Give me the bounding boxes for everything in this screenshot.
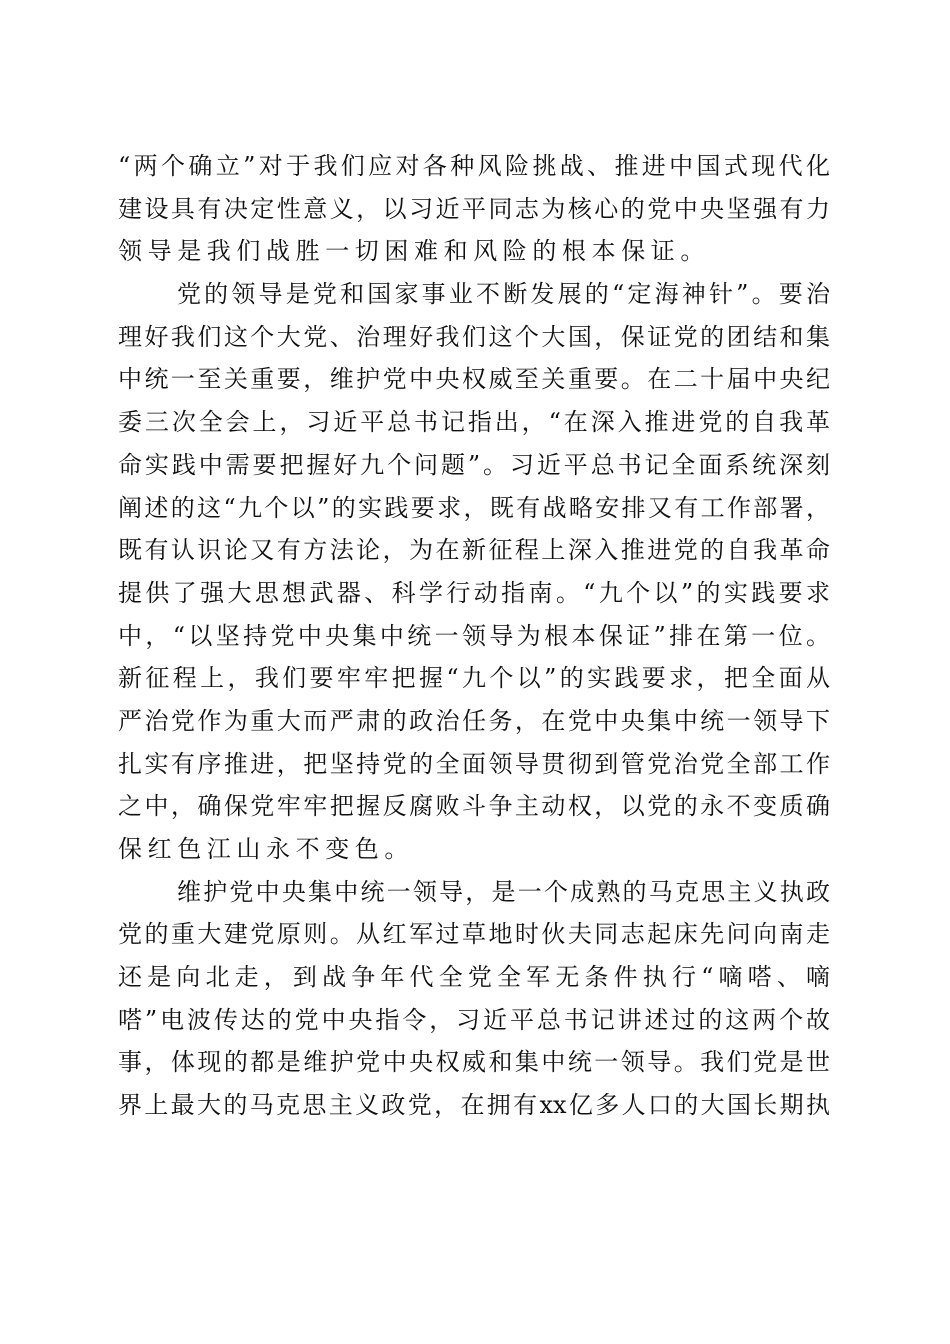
paragraph — [118, 871, 830, 1127]
text-line: 维护党中央集中统一领导，是一个成熟的马克思主义执政 — [177, 877, 830, 906]
text-line: 界上最大的马克思主义政党，在拥有xx亿多人口的大国长期执 — [118, 1091, 830, 1120]
text-line: 严治党作为重大而严肃的政治任务，在党中央集中统一领导下 — [118, 706, 830, 735]
text-line: 嗒”电波传达的党中央指令，习近平总书记讲述过的这两个故 — [118, 1005, 830, 1034]
text-line: 建设具有决定性意义，以习近平同志为核心的党中央坚强有力 — [118, 194, 830, 223]
text-line: 中，“以坚持党中央集中统一领导为根本保证”排在第一位。 — [118, 621, 830, 650]
text-line: 提供了强大思想武器、科学行动指南。“九个以”的实践要求 — [118, 578, 830, 607]
text-line: 之中，确保党牢牢把握反腐败斗争主动权，以党的永不变质确 — [118, 792, 830, 821]
text-line: 命实践中需要把握好九个问题”。习近平总书记全面系统深刻 — [118, 450, 830, 479]
paragraph — [118, 273, 830, 871]
text-line: 理好我们这个大党、治理好我们这个大国，保证党的团结和集 — [118, 322, 830, 351]
text-line: 新征程上，我们要牢牢把握“九个以”的实践要求，把全面从 — [118, 664, 830, 693]
text-line: 委三次全会上，习近平总书记指出，“在深入推进党的自我革 — [118, 408, 830, 437]
text-line: 阐述的这“九个以”的实践要求，既有战略安排又有工作部署， — [118, 493, 830, 522]
text-line: 既有认识论又有方法论，为在新征程上深入推进党的自我革命 — [118, 536, 830, 565]
text-line: 保红色江山永不变色。 — [118, 835, 414, 863]
text-line: 事，体现的都是维护党中央权威和集中统一领导。我们党是世 — [118, 1048, 830, 1077]
document-page — [118, 145, 830, 1127]
text-line: 领导是我们战胜一切困难和风险的根本保证。 — [118, 237, 710, 266]
text-line: 中统一至关重要，维护党中央权威至关重要。在二十届中央纪 — [118, 365, 830, 394]
paragraph — [118, 145, 830, 273]
text-line: 扎实有序推进，把坚持党的全面领导贯彻到管党治党全部工作 — [118, 749, 830, 778]
text-line: 党的领导是党和国家事业不断发展的“定海神针”。要治 — [177, 280, 830, 309]
text-line: “两个确立”对于我们应对各种风险挑战、推进中国式现代化 — [118, 152, 830, 180]
text-line: 党的重大建党原则。从红军过草地时伙夫同志起床先问向南走 — [118, 920, 830, 949]
text-line: 还是向北走，到战争年代全党全军无条件执行“嘀嗒、嘀 — [118, 963, 830, 992]
